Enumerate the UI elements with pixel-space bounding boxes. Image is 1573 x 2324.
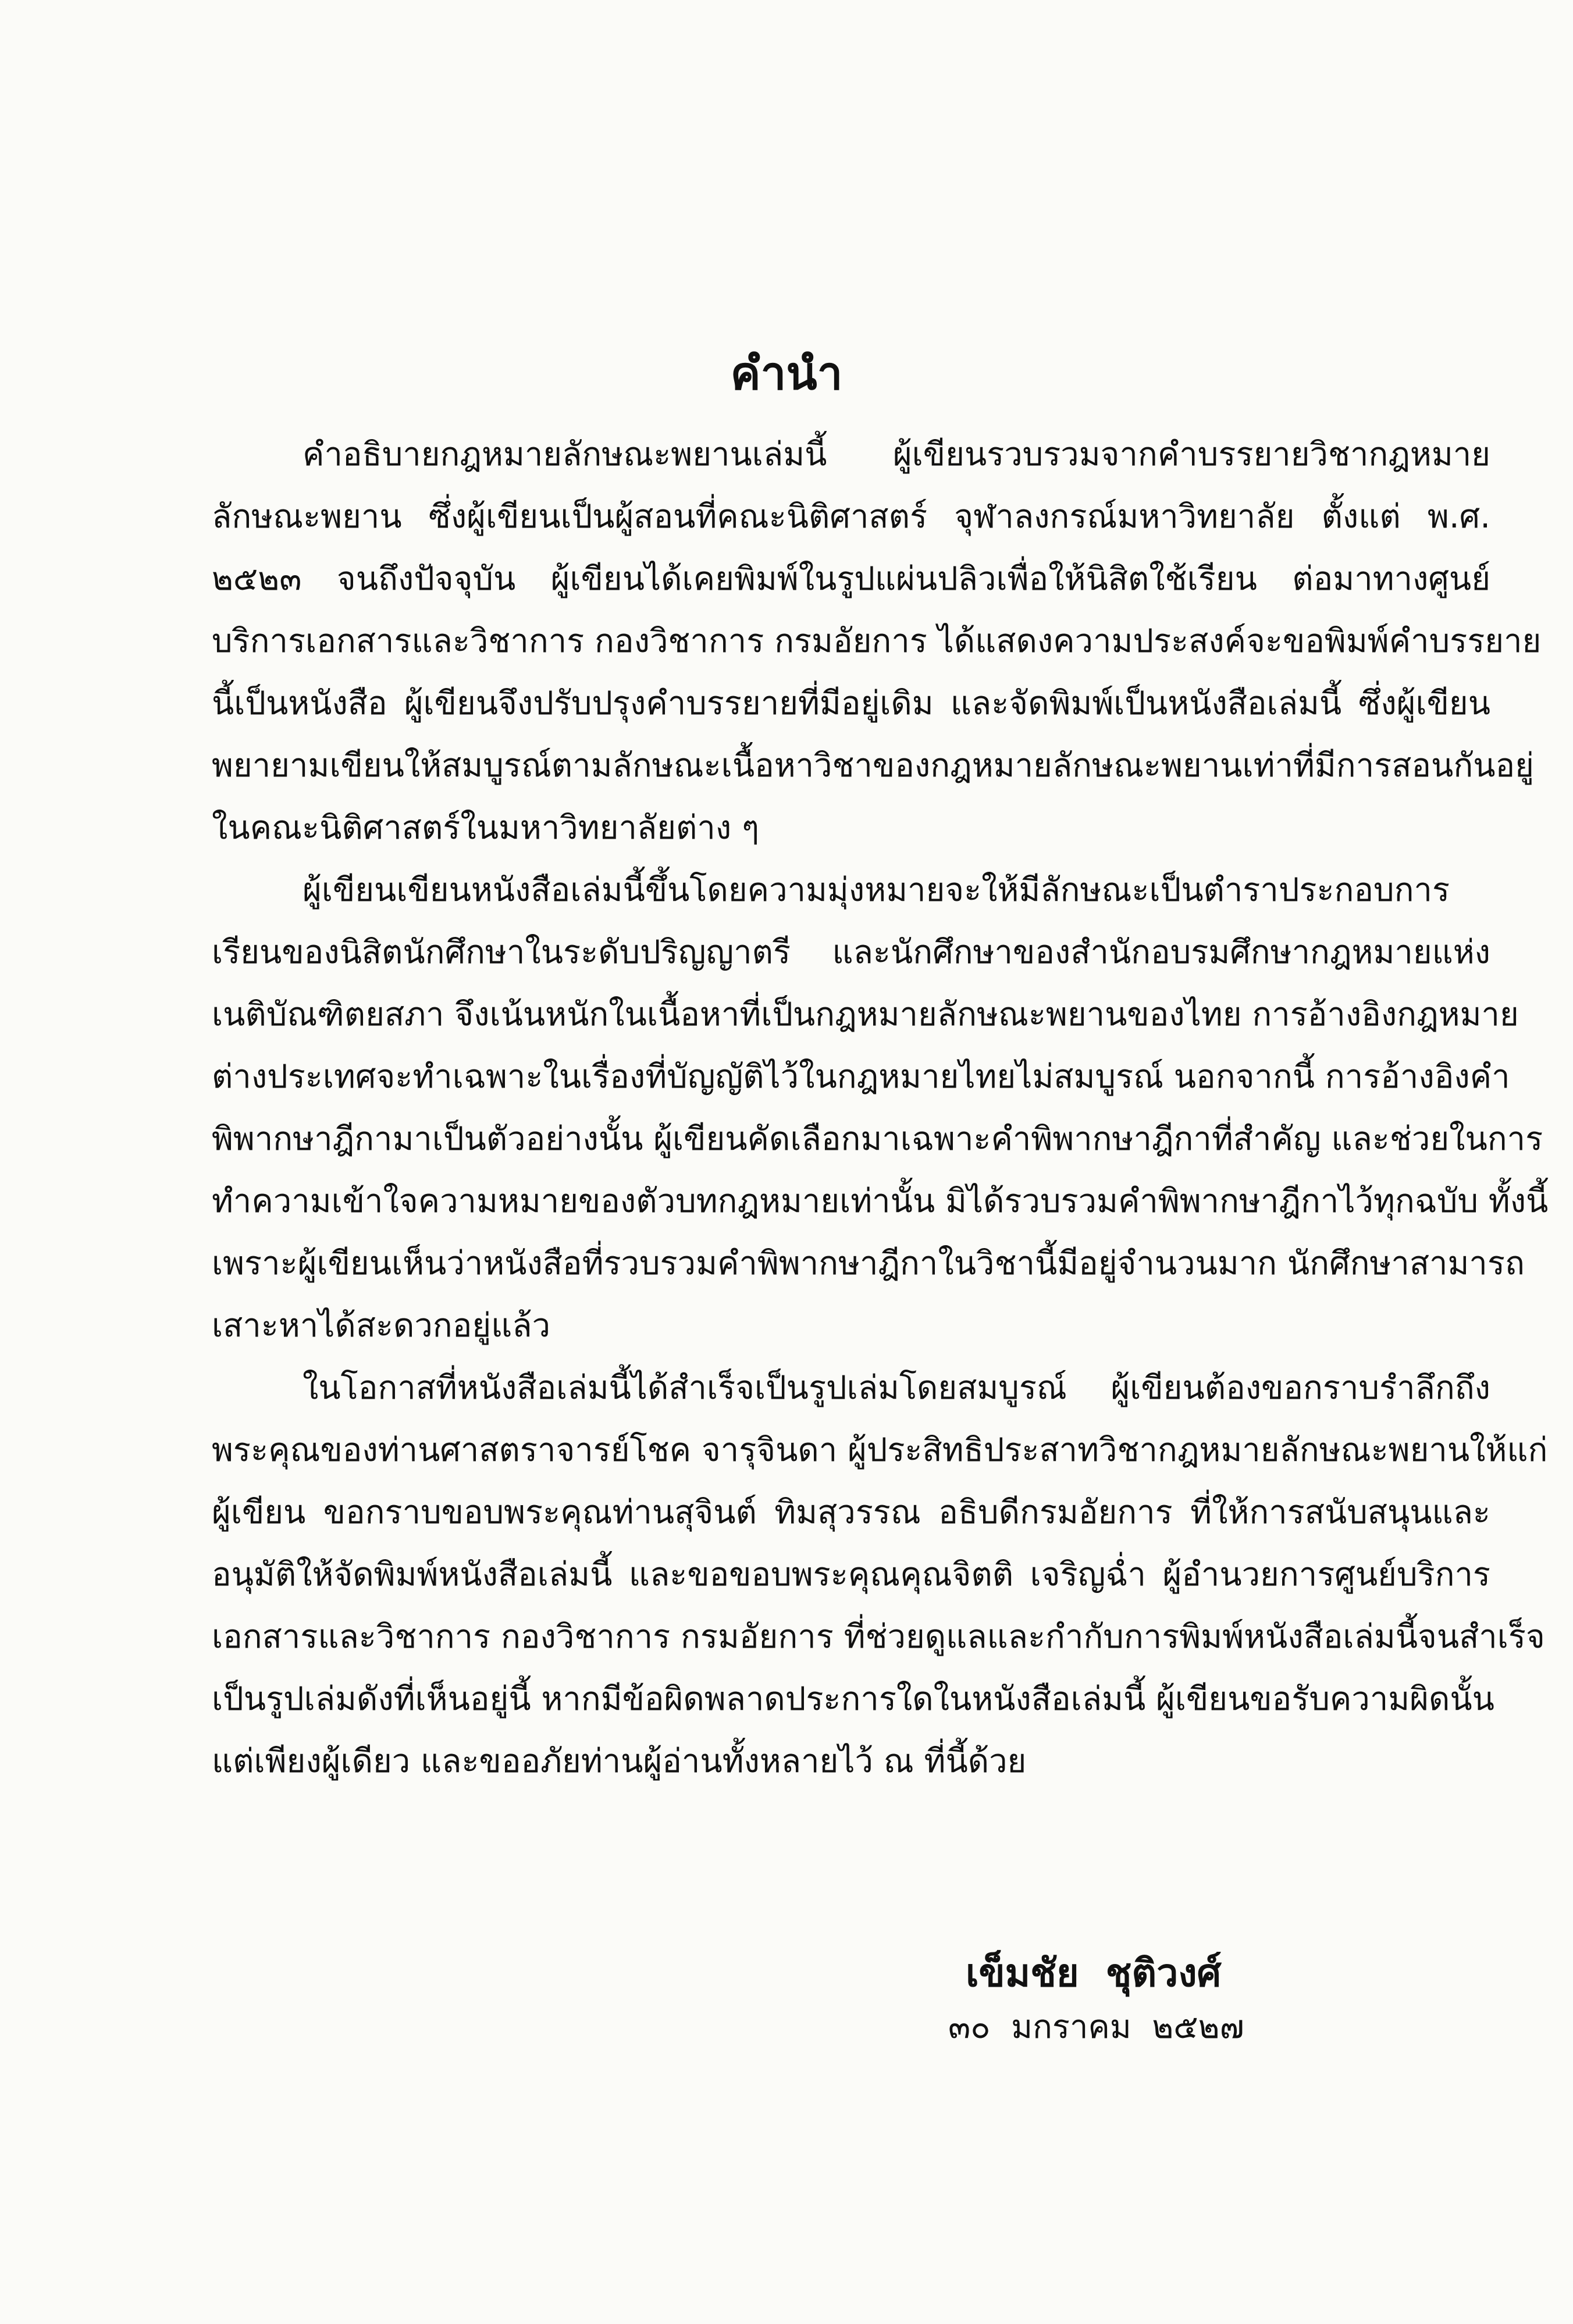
text-line: พยายามเขียนให้สมบูรณ์ตามลักษณะเนื้อหาวิชาของกฎหมายลักษณะพยานเท่าที่มีการสอนกันอยู่: [212, 747, 1534, 785]
text-line: เสาะหาได้สะดวกอยู่แล้ว: [212, 1307, 551, 1345]
text-line: ลักษณะพยาน ซึ่งผู้เขียนเป็นผู้สอนที่คณะนิติศาสตร์ จุฬาลงกรณ์มหาวิทยาลัย ตั้งแต่ พ.ศ.: [212, 498, 1490, 536]
author-signature-name: เข็มชัย ชุติวงศ์: [966, 1951, 1222, 1995]
paragraph-2: [212, 859, 1549, 1357]
text-line: เป็นรูปเล่มดังที่เห็นอยู่นี้ หากมีข้อผิดพลาดประการใดในหนังสือเล่มนี้ ผู้เขียนขอรับความผิดนั้น: [212, 1680, 1494, 1718]
text-line: ผู้เขียน ขอกราบขอบพระคุณท่านสุจินต์ ทิมสุวรรณ อธิบดีกรมอัยการ ที่ให้การสนับสนุนและ: [212, 1494, 1490, 1531]
text-line: เรียนของนิสิตนักศึกษาในระดับปริญญาตรี และนักศึกษาของสำนักอบรมศึกษากฎหมายแห่ง: [212, 933, 1490, 971]
text-line: แต่เพียงผู้เดียว และขออภัยท่านผู้อ่านทั้งหลายไว้ ณ ที่นี้ด้วย: [212, 1742, 1027, 1780]
paragraph-1: [212, 423, 1542, 859]
text-line: นี้เป็นหนังสือ ผู้เขียนจึงปรับปรุงคำบรรยายที่มีอยู่เดิม และจัดพิมพ์เป็นหนังสือเล่มนี้ ซึ่งผู้เขียน: [212, 685, 1490, 722]
text-line: เนติบัณฑิตยสภา จึงเน้นหนักในเนื้อหาที่เป็นกฎหมายลักษณะพยานของไทย การอ้างอิงกฎหมาย: [212, 996, 1519, 1033]
text-line: บริการเอกสารและวิชาการ กองวิชาการ กรมอัยการ ได้แสดงความประสงค์จะขอพิมพ์คำบรรยาย: [212, 622, 1542, 660]
page-title: คำนำ: [730, 348, 843, 400]
paragraph-3: [212, 1357, 1548, 1792]
text-line: อนุมัติให้จัดพิมพ์หนังสือเล่มนี้ และขอขอบพระคุณคุณจิตติ เจริญฉ่ำ ผู้อำนวยการศูนย์บริการ: [212, 1556, 1490, 1594]
signature-date: ๓๐ มกราคม ๒๕๒๗: [948, 2008, 1244, 2046]
text-line: คำอธิบายกฎหมายลักษณะพยานเล่มนี้ ผู้เขียนรวบรวมจากคำบรรยายวิชากฎหมาย: [302, 436, 1490, 473]
text-line: ทำความเข้าใจความหมายของตัวบทกฎหมายเท่านั้น มิได้รวบรวมคำพิพากษาฎีกาไว้ทุกฉบับ ทั้งนี้: [212, 1182, 1549, 1220]
preface-body: [212, 423, 1549, 1792]
text-line: ในคณะนิติศาสตร์ในมหาวิทยาลัยต่าง ๆ: [212, 809, 760, 847]
text-line: ๒๕๒๓ จนถึงปัจจุบัน ผู้เขียนได้เคยพิมพ์ในรูปแผ่นปลิวเพื่อให้นิสิตใช้เรียน ต่อมาทางศูนย์: [212, 560, 1490, 598]
text-line: พระคุณของท่านศาสตราจารย์โชค จารุจินดา ผู้ประสิทธิประสาทวิชากฎหมายลักษณะพยานให้แก่: [212, 1431, 1548, 1469]
text-line: เพราะผู้เขียนเห็นว่าหนังสือที่รวบรวมคำพิพากษาฎีกาในวิชานี้มีอยู่จำนวนมาก นักศึกษาสามารถ: [212, 1245, 1525, 1282]
text-line: ต่างประเทศจะทำเฉพาะในเรื่องที่บัญญัติไว้ในกฎหมายไทยไม่สมบูรณ์ นอกจากนี้ การอ้างอิงคำ: [212, 1058, 1510, 1096]
text-line: พิพากษาฎีกามาเป็นตัวอย่างนั้น ผู้เขียนคัดเลือกมาเฉพาะคำพิพากษาฎีกาที่สำคัญ และช่วยในการ: [212, 1120, 1543, 1158]
text-line: เอกสารและวิชาการ กองวิชาการ กรมอัยการ ที่ช่วยดูแลและกำกับการพิมพ์หนังสือเล่มนี้จนสำเร็จ: [212, 1618, 1545, 1656]
text-line: ในโอกาสที่หนังสือเล่มนี้ได้สำเร็จเป็นรูปเล่มโดยสมบูรณ์ ผู้เขียนต้องขอกราบรำลึกถึง: [302, 1369, 1490, 1407]
text-line: ผู้เขียนเขียนหนังสือเล่มนี้ขึ้นโดยความมุ่งหมายจะให้มีลักษณะเป็นตำราประกอบการ: [302, 871, 1450, 909]
